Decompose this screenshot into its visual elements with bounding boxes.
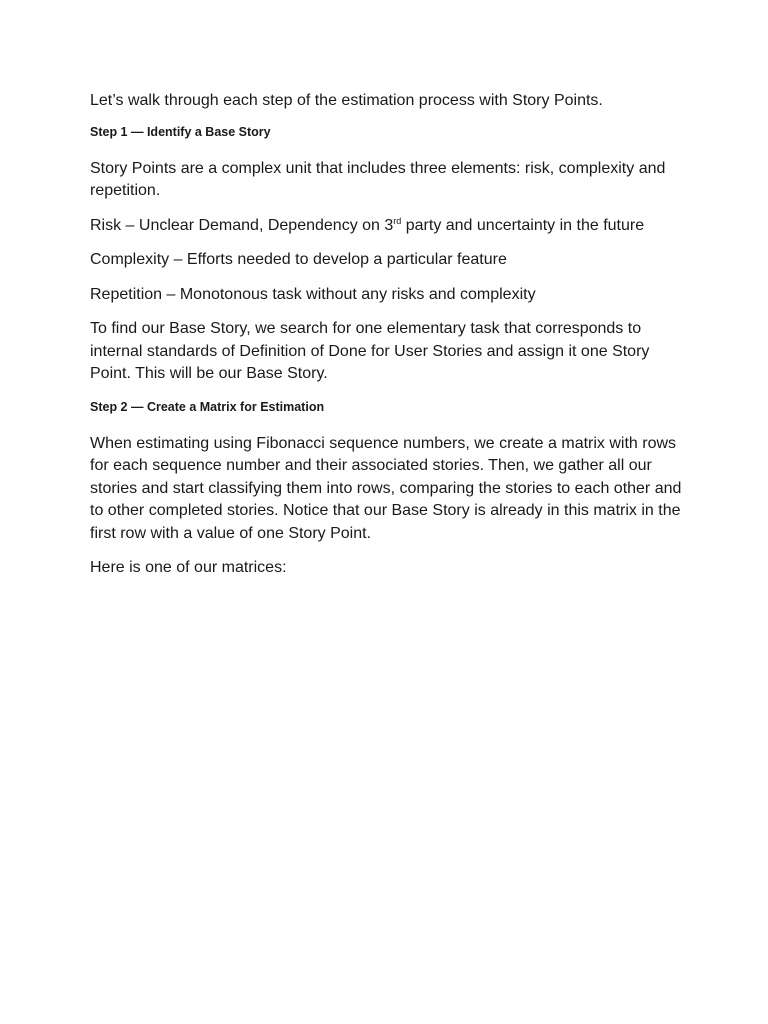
step-1-heading: Step 1 — Identify a Base Story	[90, 124, 271, 139]
intro-paragraph: Let’s walk through each step of the estimation process with Story Points.	[90, 92, 603, 109]
risk-text-start: Risk – Unclear Demand, Dependency on 3	[90, 216, 394, 234]
matrix-paragraph: When estimating using Fibonacci sequence numbers, we create a matrix with rows for each sequence number and their associated stories. Then, we gather all our stories and start classifying them into rows, comparing the stories to each other and to other completed stories. Notice that our Base Story is already in this matrix in the first row with a value of one Story Point.	[90, 434, 682, 542]
step-2-heading: Step 2 — Create a Matrix for Estimation	[90, 399, 325, 414]
risk-text-end: party and uncertainty in the future	[401, 216, 645, 234]
complexity-paragraph: Complexity – Efforts needed to develop a particular feature	[90, 251, 507, 268]
repetition-paragraph: Repetition – Monotonous task without any risks and complexity	[90, 285, 536, 303]
story-points-paragraph: Story Points are a complex unit that includes three elements: risk, complexity and repetition.	[90, 159, 666, 199]
risk-paragraph	[90, 215, 690, 238]
document-page	[90, 90, 690, 592]
base-story-paragraph: To find our Base Story, we search for one elementary task that corresponds to internal standards of Definition of Done for User Stories and assign it one Story Point. This will be our Base Story.	[90, 320, 650, 382]
matrices-intro-paragraph: Here is one of our matrices:	[90, 559, 287, 576]
ordinal-superscript: rd	[393, 215, 402, 226]
